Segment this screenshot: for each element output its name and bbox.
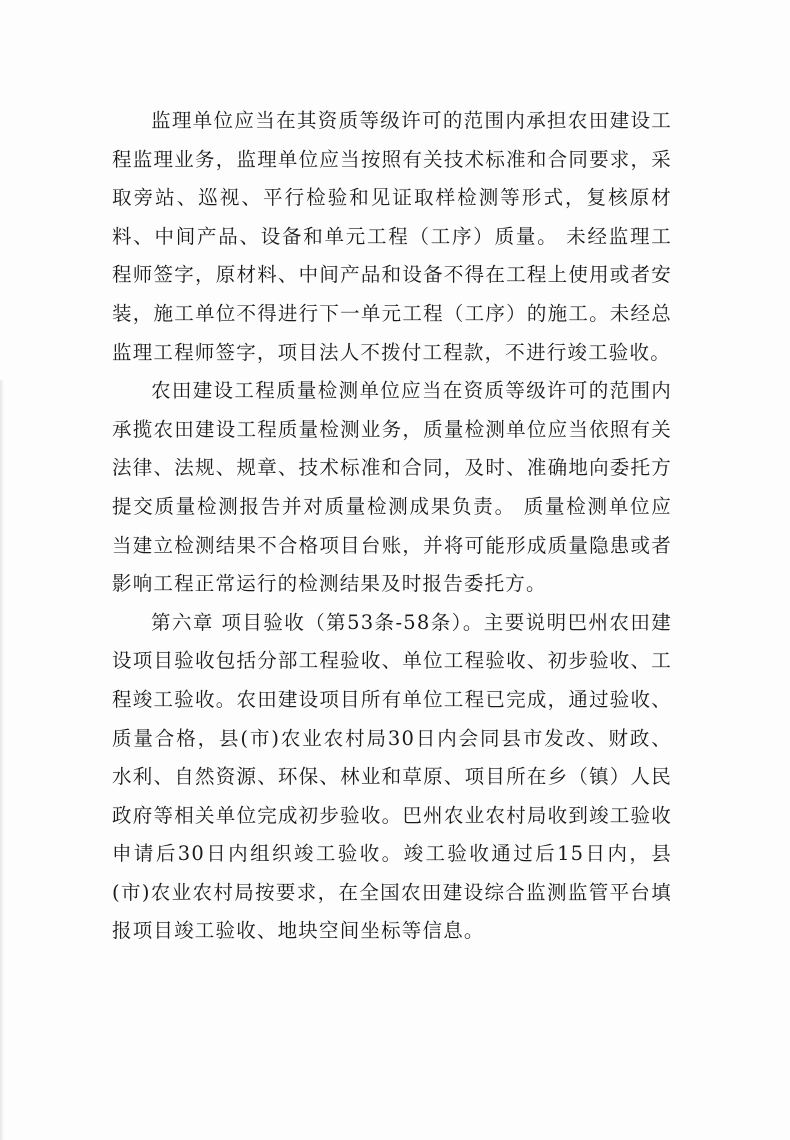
paragraph-supervision: 监理单位应当在其资质等级许可的范围内承担农田建设工程监理业务，监理单位应当按照有关技术标准和合同要求，采取旁站、巡视、平行检验和见证取样检测等形式，复核原材料、中间产品、设备和单元工程（工序）质量。 未经监理工程师签字，原材料、中间产品和设备不得在工程上使用或者安装，施工单位不得进行下一单元工程（工序）的施工。未经总监理工程师签字，项目法人不拨付工程款，不进行竣工验收。 [112,109,672,364]
document-body [112,102,672,951]
scan-shadow [0,380,4,1140]
paragraph-quality-testing: 农田建设工程质量检测单位应当在资质等级许可的范围内承揽农田建设工程质量检测业务，质量检测单位应当依照有关法律、法规、规章、技术标准和合同，及时、准确地向委托方提交质量检测报告并对质量检测成果负责。 质量检测单位应当建立检测结果不合格项目台账，并将可能形成质量隐患或者影响工程正常运行的检测结果及时报告委托方。 [112,379,672,596]
paragraph-chapter-six-acceptance: 第六章 项目验收（第53条-58条）。主要说明巴州农田建设项目验收包括分部工程验收、单位工程验收、初步验收、工程竣工验收。农田建设项目所有单位工程已完成，通过验收、质量合格，县(市)农业农村局30日内会同县市发改、财政、水利、自然资源、环保、林业和草原、项目所在乡（镇）人民政府等相关单位完成初步验收。巴州农业农村局收到竣工验收申请后30日内组织竣工验收。竣工验收通过后15日内，县(市)农业农村局按要求，在全国农田建设综合监测监管平台填报项目竣工验收、地块空间坐标等信息。 [112,610,672,943]
